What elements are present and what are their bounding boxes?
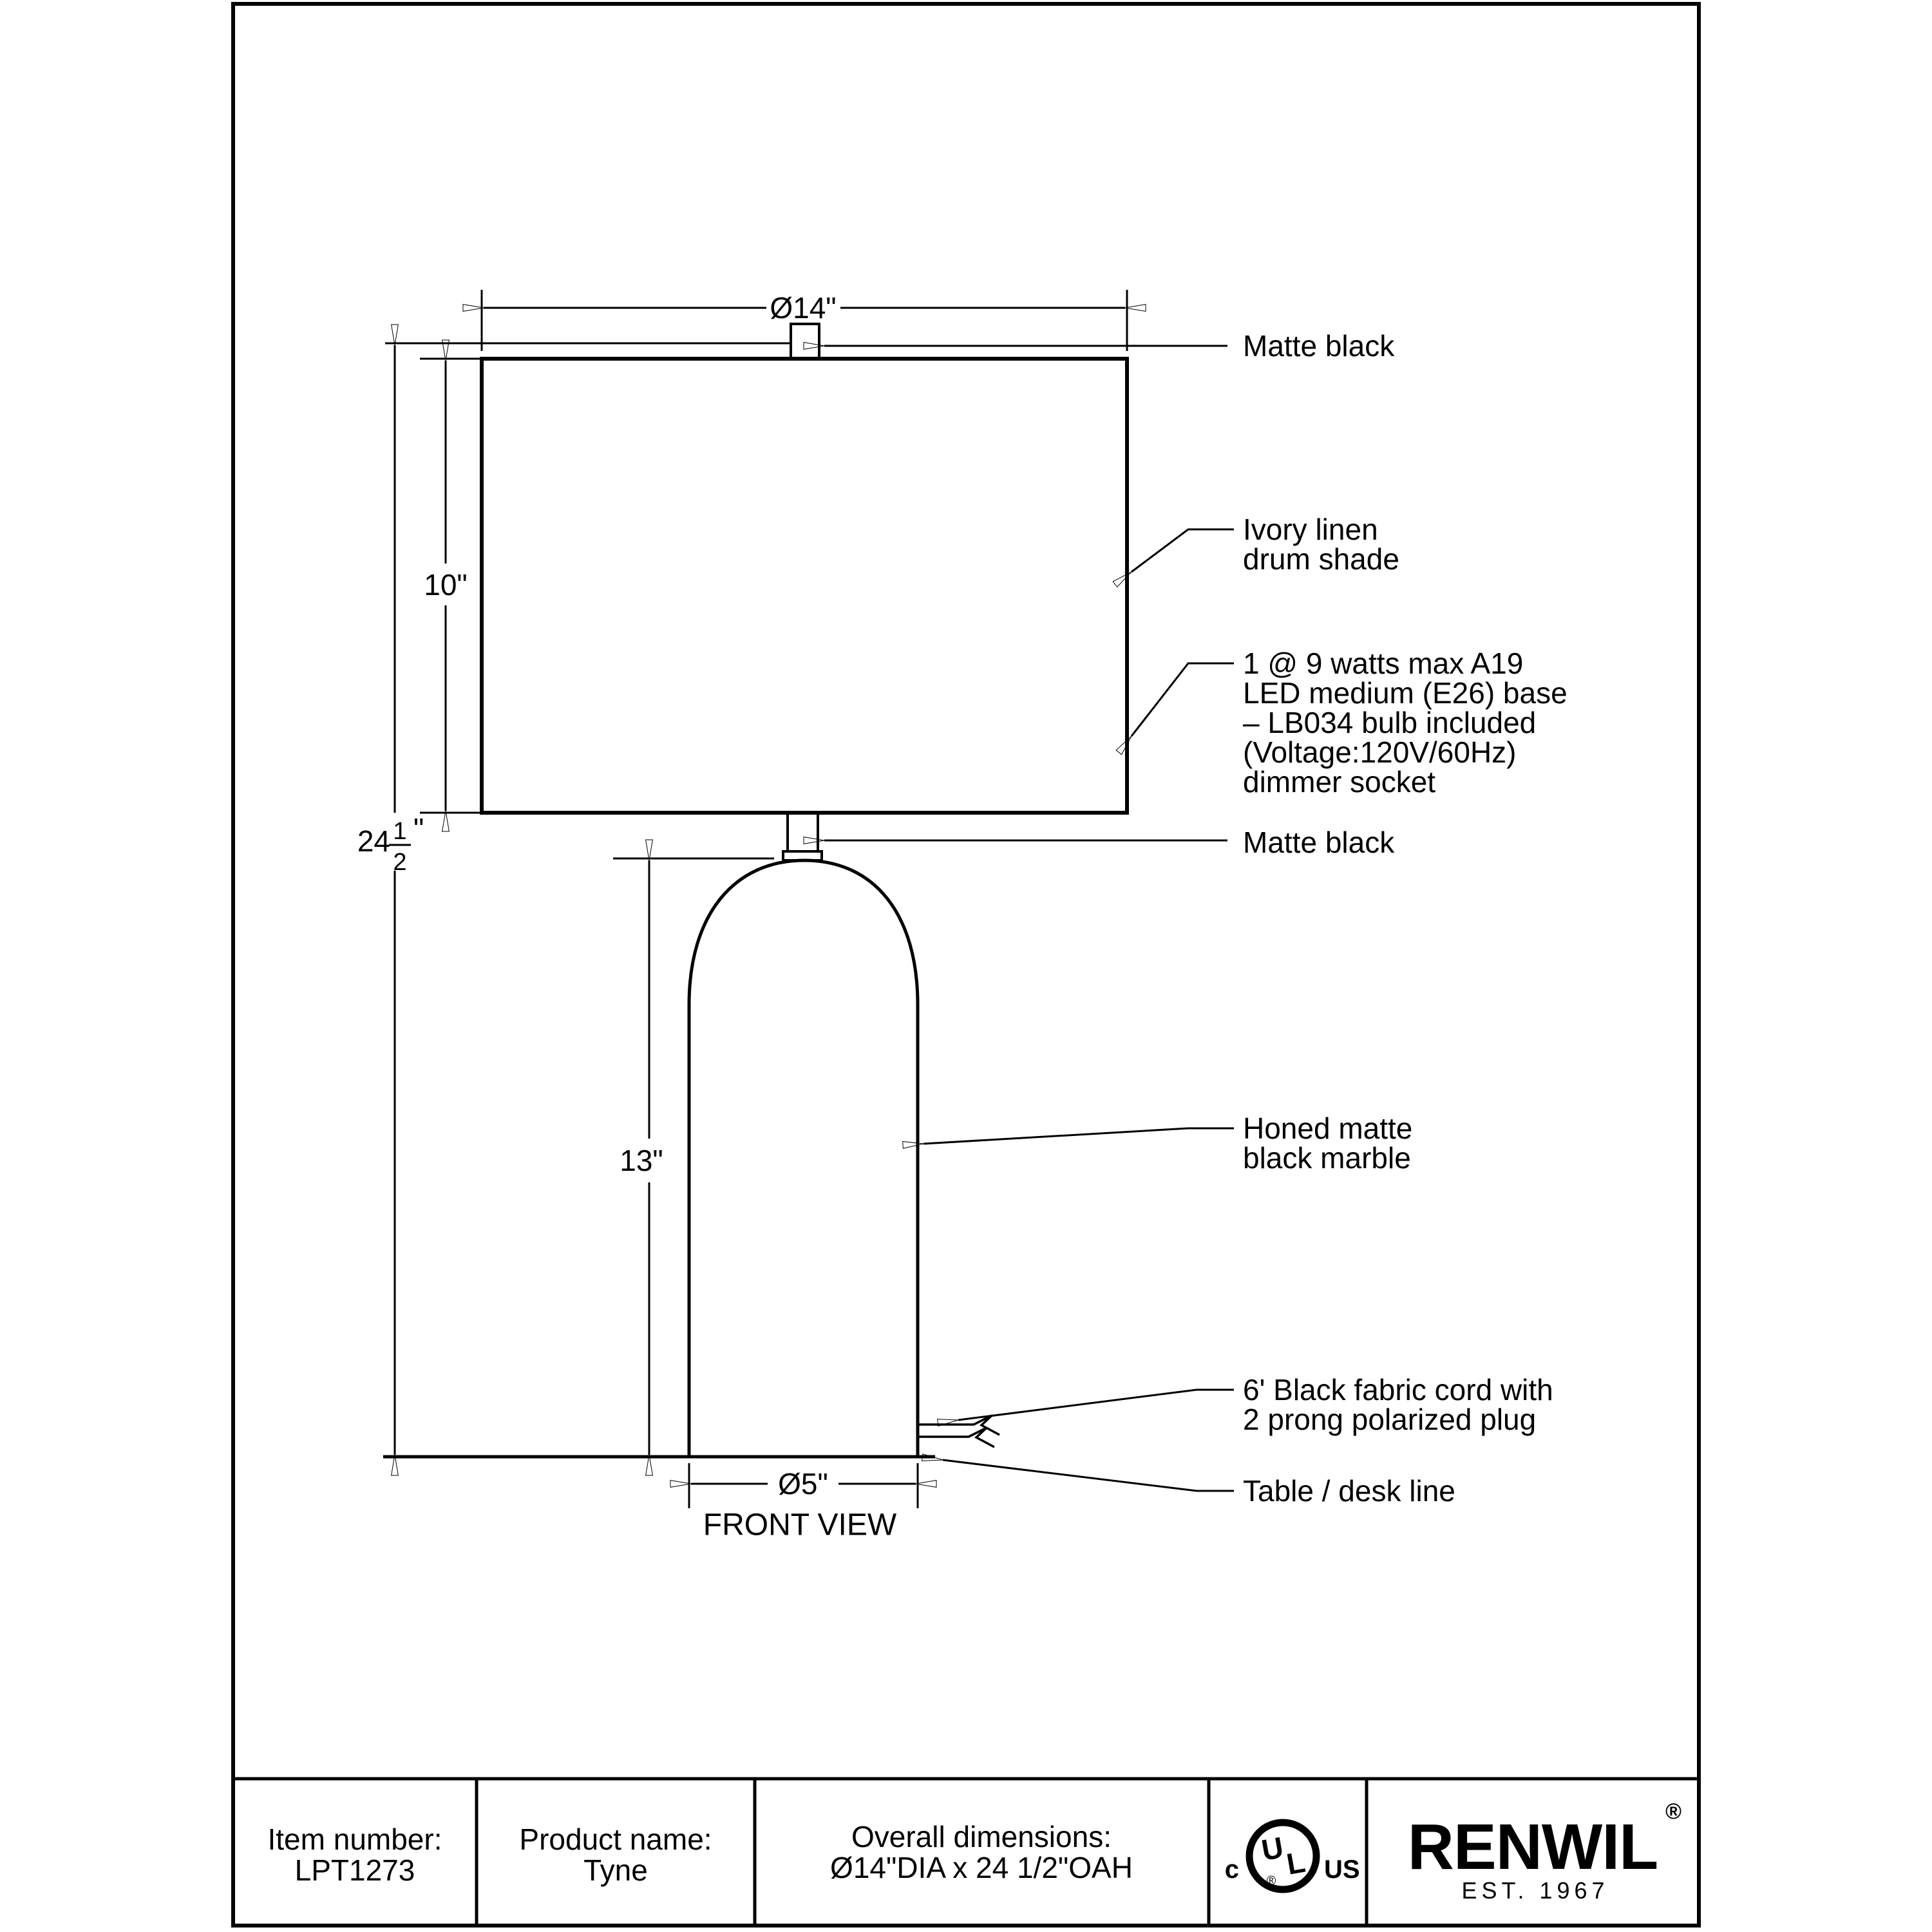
dimension-whole: 24 bbox=[357, 824, 390, 858]
leader-base bbox=[923, 1128, 1234, 1144]
power-cord-top bbox=[919, 1416, 999, 1435]
overall-dimensions-label: Overall dimensions: bbox=[851, 1820, 1112, 1853]
callout-bulb-line3: – LB034 bulb included bbox=[1243, 706, 1537, 739]
sheet-border bbox=[233, 4, 1699, 1926]
dimension-value: Ø5" bbox=[778, 1467, 828, 1501]
leader-table bbox=[943, 1460, 1234, 1491]
overall-dimensions-value: Ø14"DIA x 24 1/2"OAH bbox=[830, 1851, 1133, 1884]
marble-base bbox=[689, 860, 918, 1457]
callout-shade-line2: drum shade bbox=[1243, 542, 1399, 576]
callout-bulb-line5: dimmer socket bbox=[1243, 765, 1436, 799]
callout-table-line: Table / desk line bbox=[1243, 1474, 1455, 1508]
callout-base-line2: black marble bbox=[1243, 1141, 1411, 1175]
brand-registered-mark: ® bbox=[1665, 1799, 1682, 1824]
item-number-value: LPT1273 bbox=[294, 1853, 415, 1887]
finial bbox=[791, 324, 819, 359]
leader-cord bbox=[958, 1390, 1234, 1420]
callout-finial: Matte black bbox=[1243, 329, 1395, 363]
ul-canada-mark: c bbox=[1224, 1855, 1239, 1884]
item-number-label: Item number: bbox=[267, 1823, 442, 1856]
view-label: FRONT VIEW bbox=[703, 1508, 897, 1542]
callout-bulb-line2: LED medium (E26) base bbox=[1243, 676, 1567, 710]
dimension-value: 13" bbox=[620, 1144, 663, 1177]
brand-established: EST. 1967 bbox=[1461, 1877, 1609, 1904]
dimension-base-height bbox=[613, 858, 774, 1455]
dimension-base-diameter bbox=[689, 1463, 918, 1508]
brand-name: RENWIL bbox=[1407, 1811, 1658, 1883]
callout-base-line1: Honed matte bbox=[1243, 1112, 1413, 1145]
dimension-overall-height bbox=[357, 343, 790, 1455]
dimension-shade-diameter bbox=[482, 290, 1127, 351]
drum-shade bbox=[482, 359, 1127, 813]
callout-shade-line1: Ivory linen bbox=[1243, 513, 1378, 546]
ul-letter-l: L bbox=[1283, 1844, 1308, 1881]
inch-mark: " bbox=[413, 812, 424, 846]
fraction-numerator: 1 bbox=[393, 818, 407, 845]
callout-cord-line2: 2 prong polarized plug bbox=[1243, 1403, 1537, 1436]
lamp-outline bbox=[383, 324, 1127, 1457]
callout-labels bbox=[1243, 329, 1567, 1508]
dimension-value: Ø14" bbox=[770, 291, 837, 325]
ul-certification-icon bbox=[1225, 1823, 1360, 1889]
leader-bulb bbox=[1132, 663, 1234, 736]
dimension-value: 10" bbox=[424, 568, 468, 601]
callout-neck: Matte black bbox=[1243, 826, 1395, 859]
product-name-value: Tyne bbox=[583, 1853, 648, 1887]
dimension-shade-height bbox=[420, 359, 480, 813]
callout-bulb-line1: 1 @ 9 watts max A19 bbox=[1243, 647, 1524, 680]
leader-shade bbox=[1132, 529, 1234, 572]
ul-letter-u: U bbox=[1258, 1830, 1286, 1868]
callout-bulb-line4: (Voltage:120V/60Hz) bbox=[1243, 735, 1517, 769]
brand-logo bbox=[1408, 1799, 1681, 1904]
fraction-denominator: 2 bbox=[393, 849, 407, 876]
title-block bbox=[233, 1779, 1699, 1926]
callout-cord-line1: 6' Black fabric cord with bbox=[1243, 1373, 1553, 1406]
ul-us-mark: US bbox=[1324, 1855, 1360, 1884]
power-cord-bottom bbox=[919, 1428, 994, 1447]
leader-lines bbox=[824, 346, 1234, 1491]
ul-registered-mark: ® bbox=[1266, 1874, 1276, 1888]
product-name-label: Product name: bbox=[519, 1823, 712, 1856]
